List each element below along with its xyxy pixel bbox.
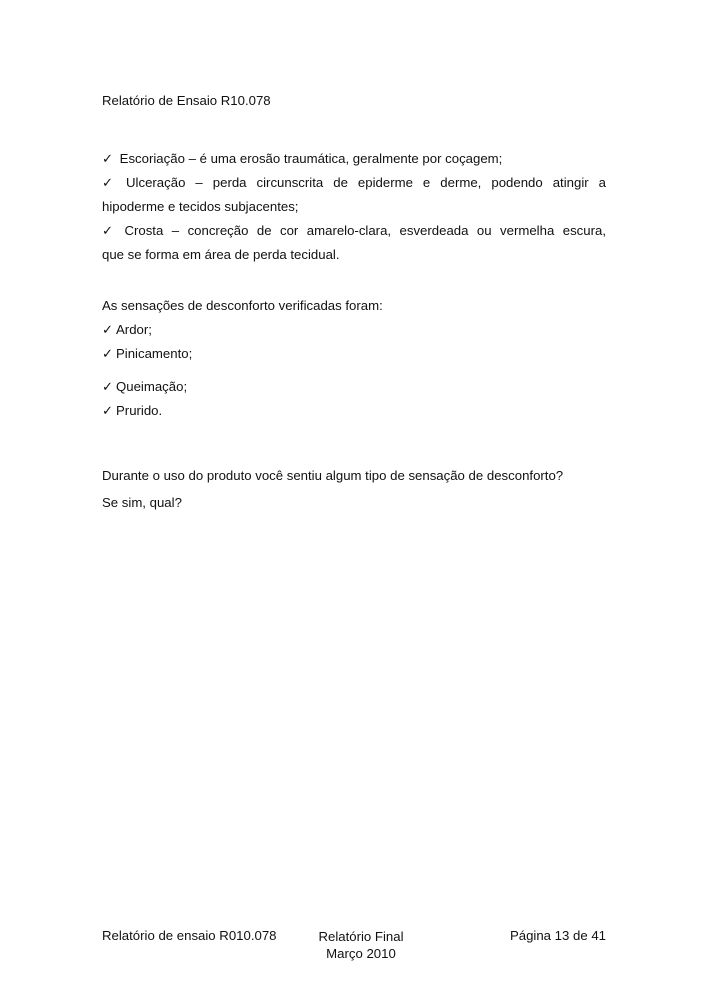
definitions-list [102,149,606,269]
list-item: ✓ Ardor; [102,320,606,344]
sensations-intro: As sensações de desconforto verificadas foram: [102,298,383,313]
list-item-continuation: hipoderme e tecidos subjacentes; [102,199,299,214]
question-section [102,466,606,517]
checkmark-icon: ✓ [102,223,114,238]
list-item: ✓ Prurido. [102,401,606,425]
question-line: Se sim, qual? [102,495,182,510]
checkmark-icon: ✓ [102,346,114,361]
list-item: ✓ Pinicamento; [102,344,606,368]
footer-report-id: Relatório de ensaio R010.078 [102,928,277,943]
definition-term: Escoriação [119,151,185,166]
list-item: ✓ Queimação; [102,377,606,401]
page-footer [102,928,606,968]
list-item [102,221,606,245]
sensations-section [102,296,606,368]
footer-report-type: Relatório Final [318,929,404,944]
list-item [102,149,606,173]
footer-center [307,928,415,962]
definition-text: – é uma erosão traumática, geralmente por coçagem; [184,151,503,166]
question-line: Durante o uso do produto você sentiu algum tipo de sensação de desconforto? [102,468,564,483]
checkmark-icon: ✓ [102,175,114,190]
checkmark-icon: ✓ [102,151,114,166]
sensations-section-cont [102,377,606,425]
definition-text: Crosta – concreção de cor amarelo-clara, esverdeada ou vermelha escura, [124,223,606,238]
footer-date: Março 2010 [326,946,396,961]
checkmark-icon: ✓ [102,379,114,394]
list-item [102,173,606,197]
list-item-continuation: que se forma em área de perda tecidual. [102,247,340,262]
definition-text: Ulceração – perda circunscrita de epiderme e derme, podendo atingir a [126,175,606,190]
checkmark-icon: ✓ [102,403,114,418]
checkmark-icon: ✓ [102,322,114,337]
page-header: Relatório de Ensaio R10.078 [102,93,271,108]
footer-page-number: Página 13 de 41 [509,928,606,943]
